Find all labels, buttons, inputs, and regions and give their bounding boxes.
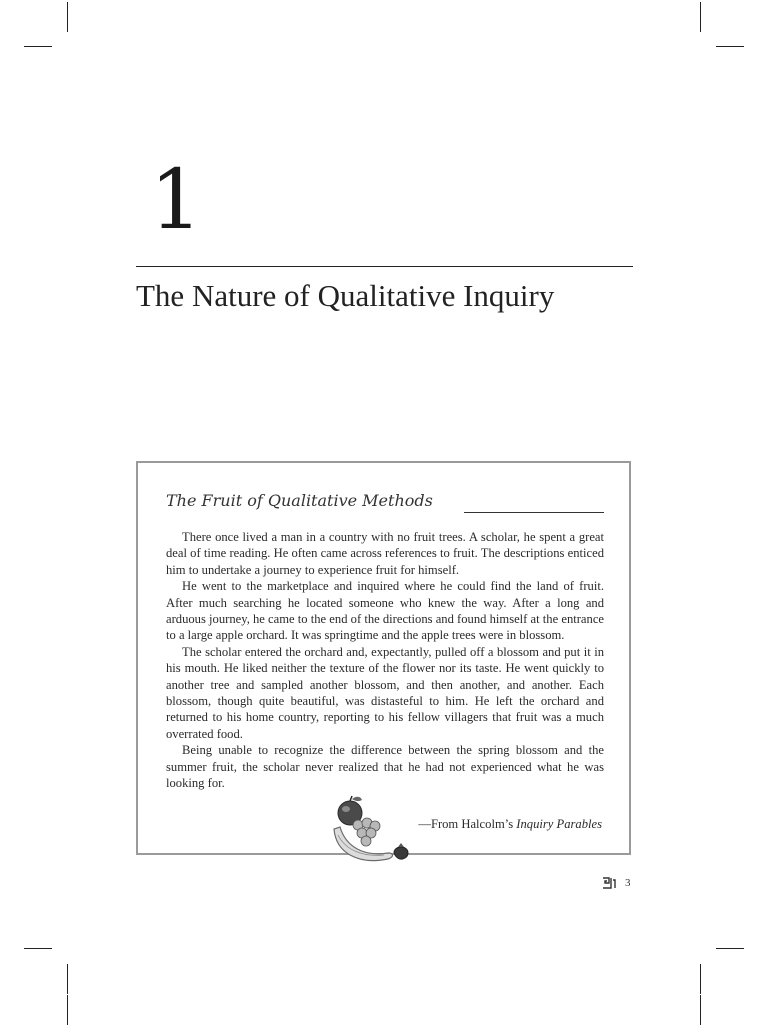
crop-mark: [67, 995, 68, 1025]
story-paragraph: Being unable to recognize the difference between the spring blossom and the summer fruit, the scholar never realized that he had not experienced what he was looking for.: [166, 743, 604, 791]
crop-mark: [24, 46, 52, 47]
chapter-title: The Nature of Qualitative Inquiry: [136, 278, 555, 313]
story-paragraph: He went to the marketplace and inquired where he could find the land of fruit. After much searching he located someone who knew the way. After a long and arduous journey, he came to the end of the directions and found himself at the entrance to a large apple orchard. It was springtime and the apple trees were in blossom.: [166, 579, 604, 643]
ornament-icon: [602, 877, 616, 889]
story-paragraph: There once lived a man in a country with no fruit trees. A scholar, he spent a great deal of time reading. He often came across references to fruit. The descriptions enticed him to undertake a journey to experience fruit for himself.: [166, 530, 604, 577]
attribution-prefix: —From Halcolm’s: [418, 817, 517, 831]
page-number: 3: [625, 877, 631, 889]
story-paragraph: The scholar entered the orchard and, expectantly, pulled off a blossom and put it in his mouth. He liked neither the texture of the flower nor its taste. He went quickly to another tree and sampled another blossom, and then another, and another. Each blossom, though quite beautiful, was distasteful to him. He left the orchard and returned to his home country, reporting to his fellow villagers that fruit was a much overrated food.: [166, 644, 604, 741]
fruit-bowl-icon: [328, 795, 418, 867]
crop-mark: [700, 964, 701, 994]
parable-text: [166, 529, 604, 792]
crop-mark: [67, 964, 68, 994]
crop-mark: [700, 995, 701, 1025]
crop-mark: [716, 46, 744, 47]
box-heading: The Fruit of Qualitative Methods: [166, 491, 433, 510]
crop-mark: [700, 2, 701, 32]
attribution: [418, 817, 602, 832]
crop-mark: [716, 948, 744, 949]
chapter-number: 1: [150, 153, 203, 248]
box-heading-rule: [464, 512, 604, 513]
chapter-title-rule: [136, 266, 633, 267]
crop-mark: [67, 2, 68, 32]
attribution-book-title: Inquiry Parables: [516, 817, 602, 831]
crop-mark: [24, 948, 52, 949]
